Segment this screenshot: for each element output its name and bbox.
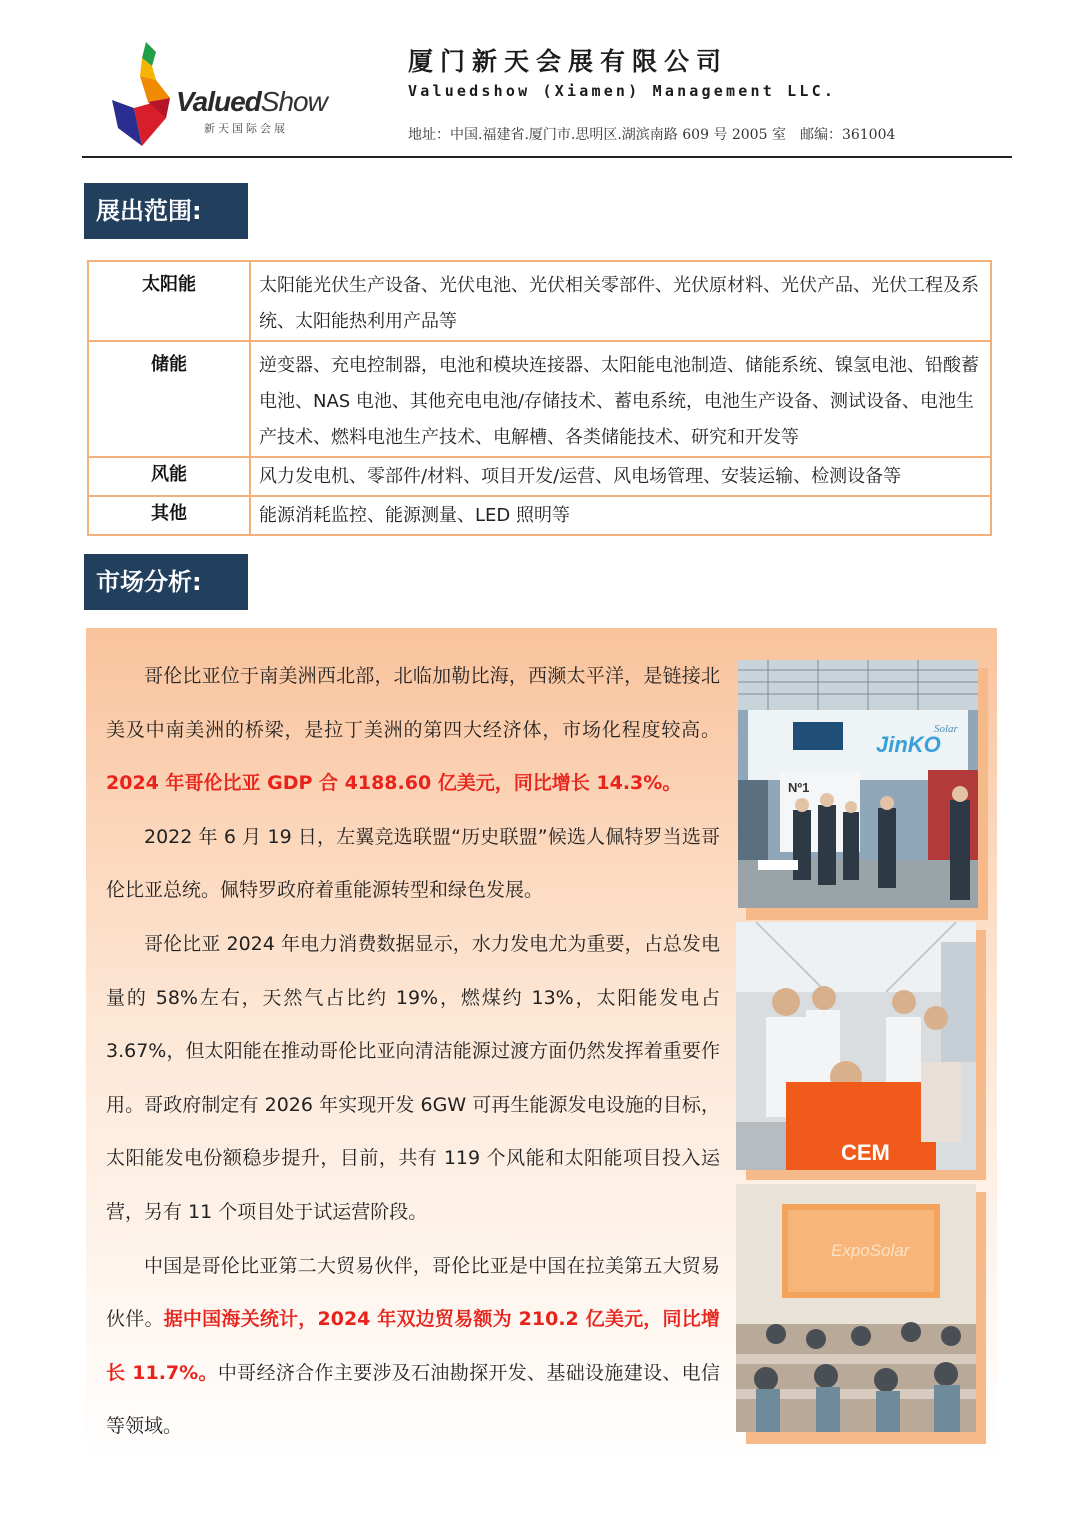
company-name-cn: 厦门新天会展有限公司 [408,47,729,76]
highlight-text: 据中国海关统计，2024 年双边贸易额为 210.2 亿美元，同比增长 11.7%。 [106,1308,720,1384]
header-divider [82,156,1012,158]
paragraph: 2022 年 6 月 19 日，左翼竞选联盟“历史联盟”候选人佩特罗当选哥伦比亚总统。佩特罗政府着重能源转型和绿色发展。 [106,825,720,902]
table-row [88,496,991,535]
category-cell: 其他 [88,496,250,535]
items-cell: 能源消耗监控、能源测量、LED 照明等 [250,496,991,535]
paragraph: 中国是哥伦比亚第二大贸易伙伴，哥伦比亚是中国在拉美第五大贸易伙伴。据中国海关统计，2024 年双边贸易额为 210.2 亿美元，同比增长 11.7%。中哥经济合作主要涉及石油勘探开发、基础设施建设、电信等领域。 [106,1254,720,1438]
booth-brand: JinKO [876,732,941,757]
items-cell: 太阳能光伏生产设备、光伏电池、光伏相关零部件、光伏原材料、光伏产品、光伏工程及系统、太阳能热利用产品等 [250,261,991,341]
photo-visitors [736,922,976,1170]
paragraph: 哥伦比亚 2024 年电力消费数据显示，水力发电尤为重要，占总发电量的 58%左右，天然气占比约 19%，燃煤约 13%，太阳能发电占 3.67%，但太阳能在推动哥伦比亚向清洁能源过渡方面仍然发挥着重要作用。哥政府制定有 2026 年实现开发 6GW 可再生能源发电设施的目标，太阳能发电份额稳步提升，目前，共有 119 个风能和太阳能项目投入运营，另有 11 个项目处于试运营阶段。 [106,932,720,1223]
section-title-market: 市场分析: [84,554,248,610]
booth-sign: Nº1 [788,780,810,795]
photo-conference [736,1184,976,1432]
logo-mark-icon [112,42,174,146]
photo-exhibition-booth [738,660,978,908]
section-title-scope: 展出范围: [84,183,248,239]
company-address: 地址：中国.福建省.厦门市.思明区.湖滨南路 609 号 2005 室 邮编：361004 [408,127,896,143]
table-row [88,457,991,496]
table-row [88,261,991,341]
highlight-text: 2024 年哥伦比亚 GDP 合 4188.60 亿美元，同比增长 14.3%。 [106,772,682,795]
shirt-text: CEM [841,1140,890,1165]
booth-brand-sub: Solar [934,723,958,735]
items-cell: 风力发电机、零部件/材料、项目开发/运营、风电场管理、安装运输、检测设备等 [250,457,991,496]
category-cell: 太阳能 [88,261,250,341]
items-cell: 逆变器、充电控制器，电池和模块连接器、太阳能电池制造、储能系统、镍氢电池、铅酸蓄电池、NAS 电池、其他充电电池/存储技术、蓄电系统，电池生产设备、测试设备、电池生产技术、燃料电池生产技术、电解槽、各类储能技术、研究和开发等 [250,341,991,457]
market-analysis-text [106,650,720,1454]
logo-subtitle: 新天国际会展 [204,122,288,135]
exhibit-scope-table [87,260,992,536]
screen-text: ExpoSolar [831,1241,910,1260]
category-cell: 风能 [88,457,250,496]
company-name-en: Valuedshow (Xiamen) Management LLC. [408,82,837,100]
logo-wordmark: ValuedShow [176,86,327,117]
paragraph: 哥伦比亚位于南美洲西北部，北临加勒比海，西濒太平洋，是链接北美及中南美洲的桥梁，是拉丁美洲的第四大经济体，市场化程度较高。2024 年哥伦比亚 GDP 合 4188.60 亿美元，同比增长 14.3%。 [106,665,720,795]
company-logo [112,42,362,146]
table-row [88,341,991,457]
category-cell: 储能 [88,341,250,457]
